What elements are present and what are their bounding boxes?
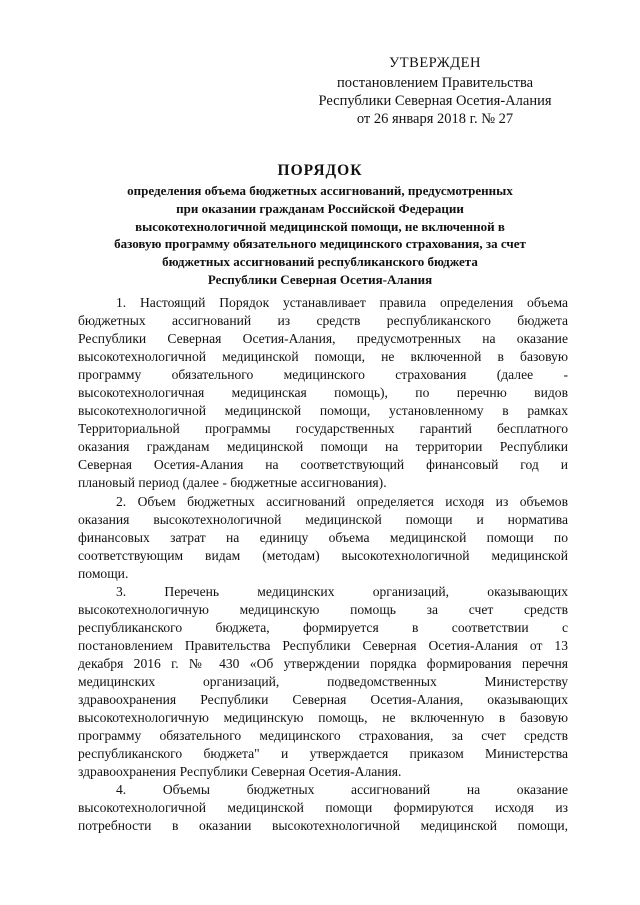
heading-line: базовую программу обязательного медицинского страхования, за счет bbox=[114, 236, 526, 252]
approval-line-3: от 26 января 2018 г. № 27 bbox=[356, 111, 514, 127]
text-line: помощи. bbox=[78, 565, 129, 581]
heading-line: Республики Северная Осетия-Алания bbox=[207, 271, 433, 287]
document-title: ПОРЯДОК bbox=[277, 162, 363, 179]
text-line: республиканского бюджета" и утверждается приказом Министерства bbox=[78, 746, 568, 762]
text-line: соответствующим видам (методам) высокотехнологичной медицинской bbox=[78, 547, 568, 563]
text-line: высокотехнологичной медицинской помощи, установленному в рамках bbox=[78, 403, 568, 419]
paragraph-1 bbox=[78, 294, 568, 493]
text-line: высокотехнологичная медицинская помощь), по перечню видов bbox=[78, 385, 568, 401]
text-line: декабря 2016 г. № 430 «Об утверждении порядка формирования перечня bbox=[78, 655, 568, 671]
approval-stamp-block bbox=[300, 54, 570, 128]
text-line: здравоохранения Республики Северная Осетия-Алания. bbox=[78, 764, 402, 780]
heading-line: при оказании гражданам Российской Федерации bbox=[176, 200, 464, 216]
text-line: плановый период (далее - бюджетные ассигнования). bbox=[78, 475, 387, 491]
heading-line: бюджетных ассигнований республиканского бюджета bbox=[162, 254, 478, 270]
approval-line-1: постановлением Правительства bbox=[336, 75, 534, 91]
text-line: высокотехнологичной медицинской помощи формируются исходя из bbox=[78, 800, 568, 816]
paragraph-2 bbox=[78, 493, 568, 583]
text-line: потребности в оказании высокотехнологичной медицинской помощи, bbox=[78, 818, 568, 834]
text-line: республиканского бюджета, формируется в соответствии с bbox=[78, 619, 568, 635]
approval-line-2: Республики Северная Осетия-Алания bbox=[318, 93, 552, 109]
text-line: финансовых затрат на единицу объема медицинской помощи по bbox=[78, 529, 568, 545]
text-line: медицинских организаций, подведомственных Министерству bbox=[78, 673, 568, 689]
paragraph-3 bbox=[78, 583, 568, 782]
text-line: постановлением Правительства Республики Северная Осетия-Алания от 13 bbox=[78, 637, 568, 653]
heading-line: определения объема бюджетных ассигнований, предусмотренных bbox=[127, 183, 513, 198]
approval-title: УТВЕРЖДЕН bbox=[389, 55, 481, 71]
text-line: бюджетных ассигнований из средств республиканского бюджета bbox=[78, 313, 568, 329]
text-line: программу обязательного медицинского страхования, за счет средств bbox=[78, 728, 568, 744]
text-line: высокотехнологичную медицинскую помощь за счет средств bbox=[78, 601, 568, 617]
text-line: здравоохранения Республики Северная Осетия-Алания, оказывающих bbox=[78, 692, 568, 708]
text-line: 4. Объемы бюджетных ассигнований на оказание bbox=[116, 782, 568, 798]
text-line: высокотехнологичной медицинской помощи, не включенной в базовую bbox=[78, 349, 568, 365]
text-line: программу обязательного медицинского страхования (далее - bbox=[78, 367, 568, 383]
text-line: 3. Перечень медицинских организаций, оказывающих bbox=[116, 583, 568, 599]
text-line: оказания гражданам медицинской помощи на территории Республики bbox=[78, 439, 568, 455]
text-line: Территориальной программы государственных гарантий бесплатного bbox=[78, 421, 568, 437]
text-line: Северная Осетия-Алания на соответствующий финансовый год и bbox=[78, 457, 568, 473]
document-body bbox=[78, 294, 568, 835]
paragraph-4 bbox=[78, 781, 568, 835]
heading-line: высокотехнологичной медицинской помощи, не включенной в bbox=[135, 218, 505, 234]
text-line: Республики Северная Осетия-Алания, предусмотренных на оказание bbox=[78, 331, 568, 347]
text-line: высокотехнологичную медицинскую помощь, не включенную в базовую bbox=[78, 710, 568, 726]
document-heading bbox=[60, 160, 580, 289]
text-line: 1. Настоящий Порядок устанавливает правила определения объема bbox=[116, 295, 568, 310]
text-line: оказания высокотехнологичной медицинской помощи и норматива bbox=[78, 511, 568, 527]
text-line: 2. Объем бюджетных ассигнований определяется исходя из объемов bbox=[116, 493, 568, 509]
